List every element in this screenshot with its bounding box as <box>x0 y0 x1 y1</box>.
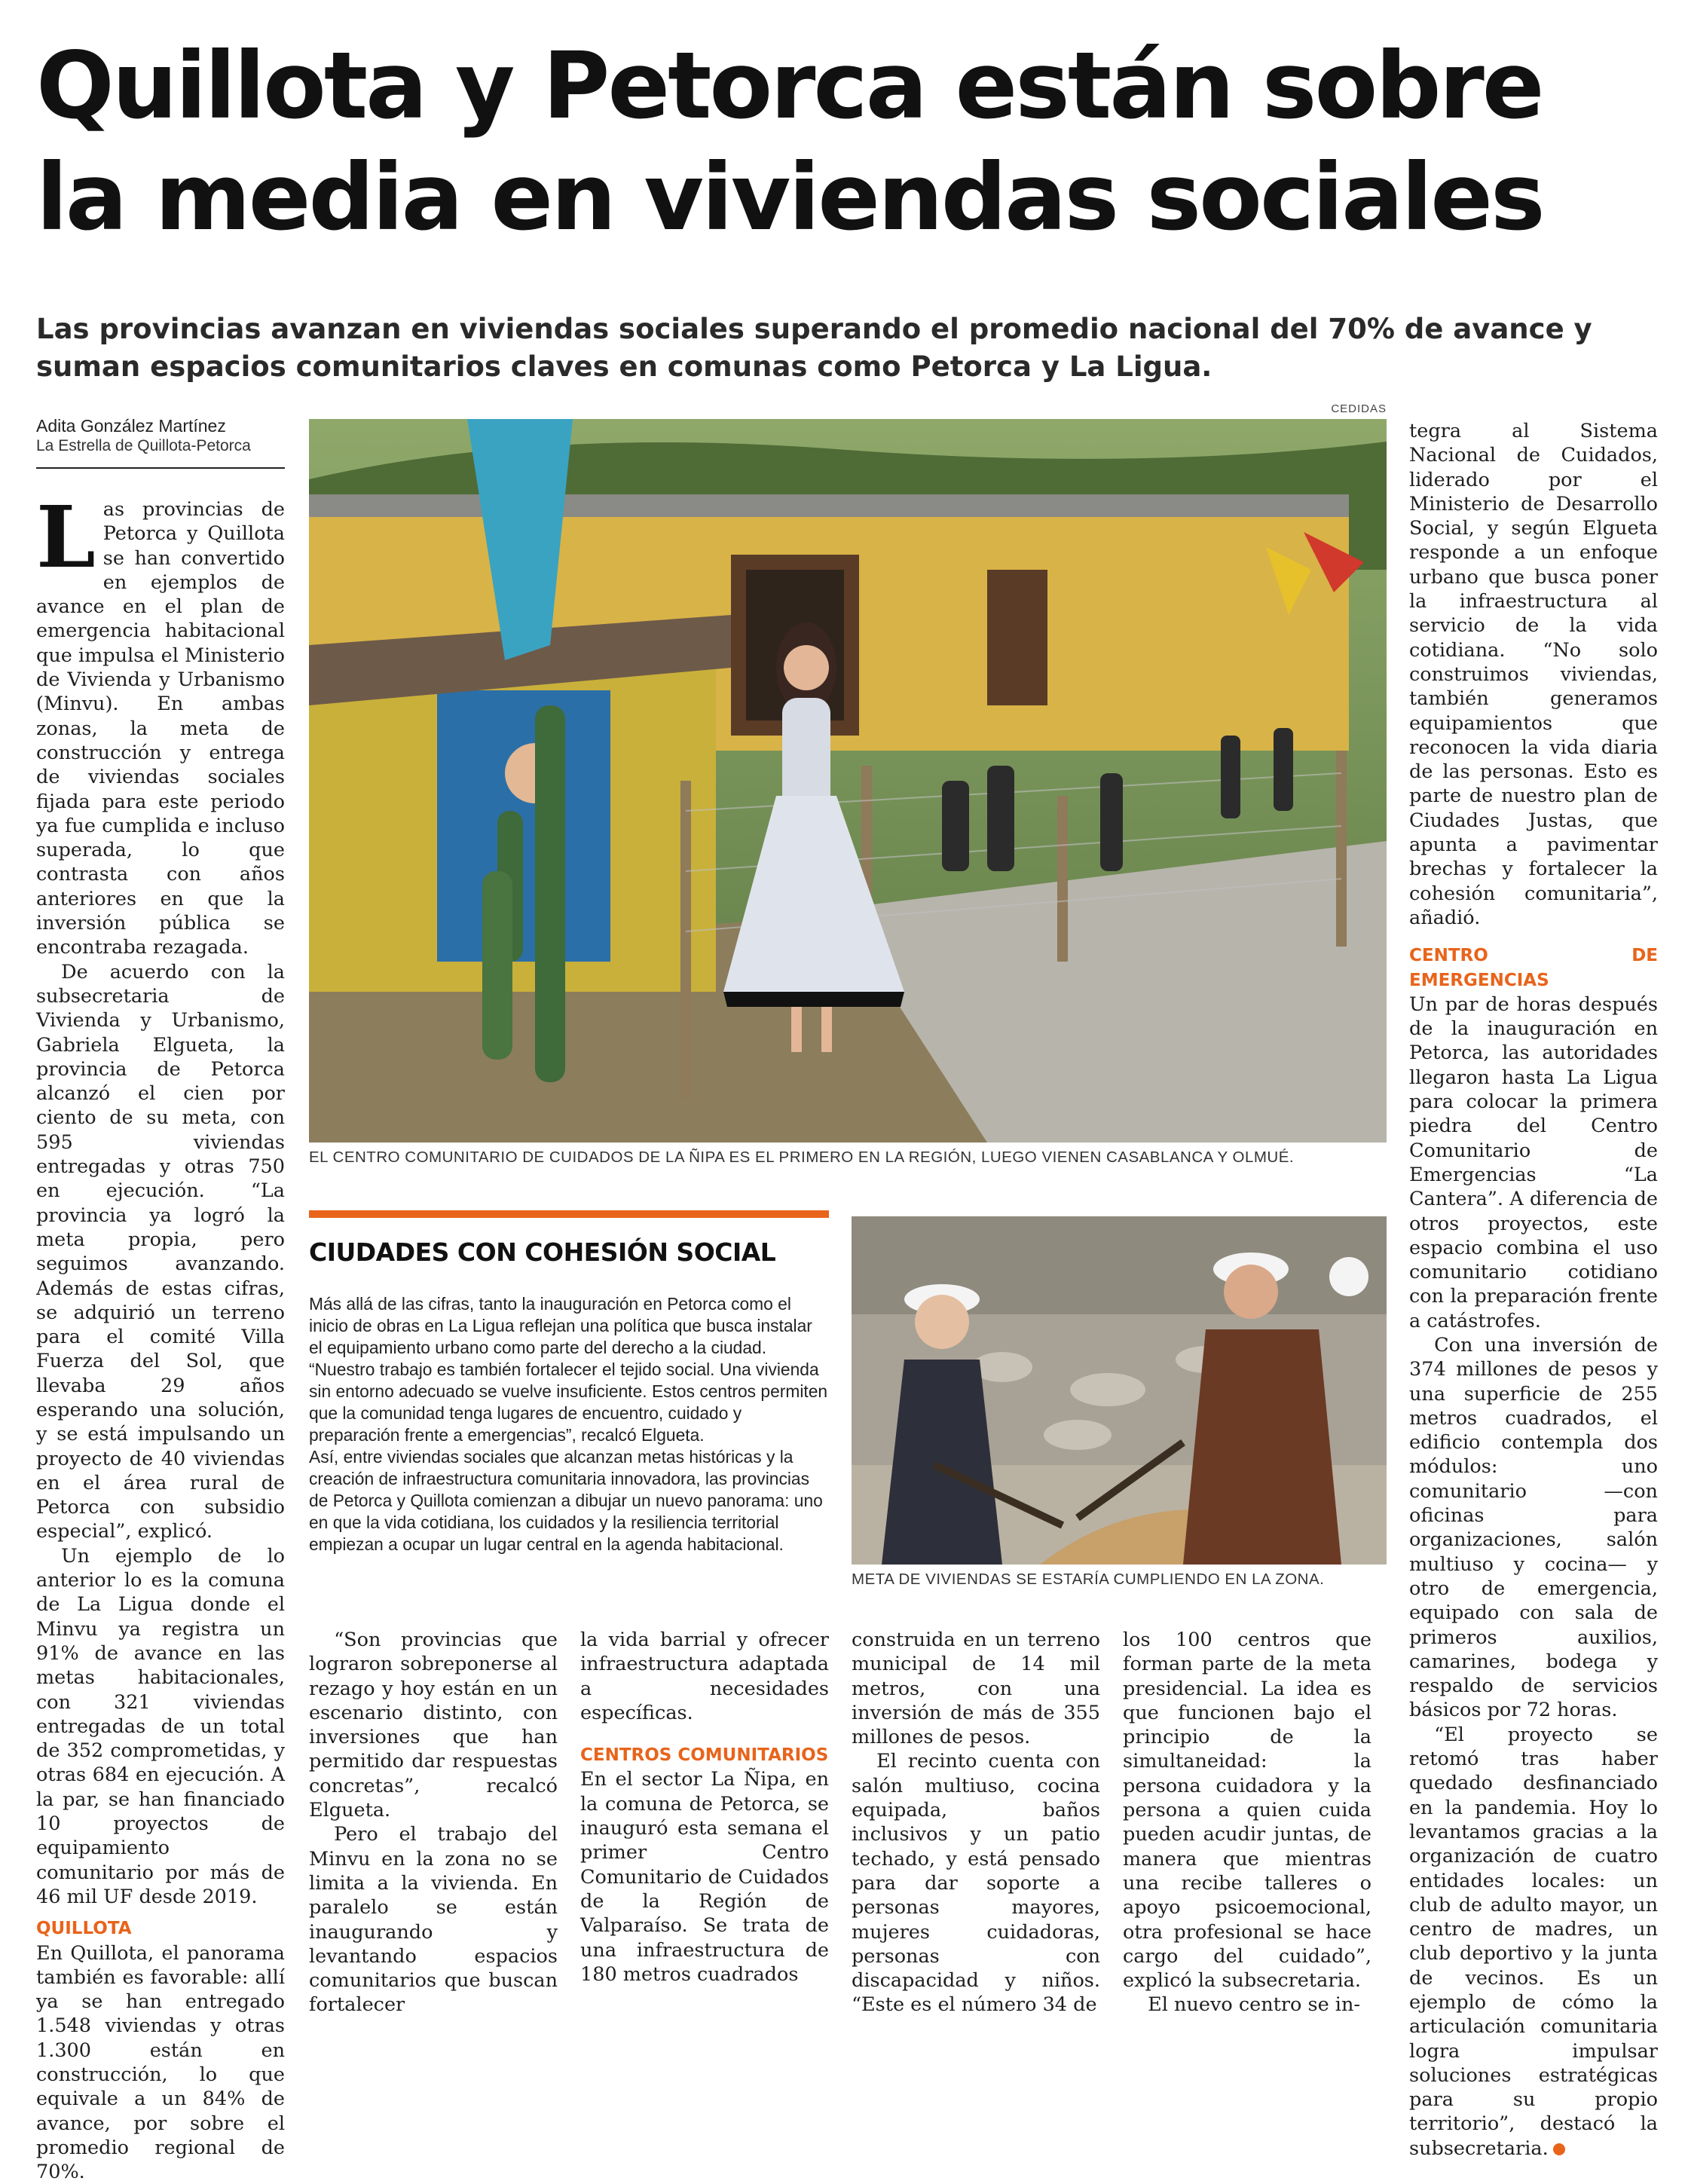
subhead-quillota: QUILLOTA <box>36 1919 132 1939</box>
subhead-centros-comunitarios: CENTROS COMUNITARIOS <box>580 1745 829 1766</box>
paragraph: Con una inversión de 374 millones de pesos y una superficie de 255 metros cuadrados, el edificio contempla dos módulos: uno comunitario —con oficinas para organizaciones, salón multiuso y cocina— y otro de emergencia, equipado con sala de primeros auxilios, camarines, bodega y respaldo de servicios básicos por 72 horas. <box>1409 1333 1658 1722</box>
paragraph: Así, entre viviendas sociales que alcanzan metas históricas y la creación de infraestructura comunitaria innovadora, las provincias de Petorca y Quillota comienzan a dibujar un nuevo panorama: uno en que la vida cotidiana, los cuidados y la resiliencia territorial empiezan a ocupar un lugar central en la agenda habitacional. <box>309 1447 823 1554</box>
paragraph: El recinto cuenta con salón multiuso, cocina equipada, baños inclusivos y un patio techado, y está pensado para dar soporte a personas mayores, mujeres cuidadoras, personas con discapacidad y niños. “Este es el número 34 de <box>852 1750 1100 2017</box>
paragraph: Pero el trabajo del Minvu en la zona no se limita a la vivienda. En paralelo se están inaugurando y levantando espacios comunitarios que buscan fortalecer <box>309 1823 558 2017</box>
box-text <box>309 1293 829 1555</box>
paragraph: Un ejemplo de lo anterior lo es la comuna de La Ligua donde el Minvu ya registra un 91% de avance en las metas habitacionales, con 321 viviendas entregadas de un total de 352 comprometidas, y otras 684 en ejecución. A la par, se han financiado 10 proyectos de equipamiento comunitario por más de 46 mil UF desde 2019. <box>36 1544 285 1908</box>
end-mark-icon <box>1553 2143 1565 2155</box>
paragraph <box>1409 1723 1658 2161</box>
subhead-centro-emergencias: CENTRO DE EMERGENCIAS <box>1409 946 1658 990</box>
paragraph: tegra al Sistema Nacional de Cuidados, liderado por el Ministerio de Desarrollo Social, y según Elgueta responde a un enfoque urbano que busca poner la infraestructura al servicio de la vida cotidiana. “No solo construimos viviendas, también generamos equipamientos que reconocen la vida diaria de las personas. Esto es parte de nuestro plan de Ciudades Justas, que apunta a pavimentar brechas y fortalecer la cohesión comunitaria”, añadió. <box>1409 420 1658 929</box>
drop-cap: L <box>36 488 96 587</box>
article-column-1 <box>36 488 285 2184</box>
secondary-photo-image <box>852 1216 1387 1565</box>
article-column-3 <box>580 1628 829 1987</box>
article-column-5 <box>1123 1628 1372 2017</box>
paragraph: De acuerdo con la subsecretaria de Vivienda y Urbanismo, Gabriela Elgueta, la provincia de Petorca alcanzó el cien por ciento de su meta, con 595 viviendas entregadas y otras 750 en ejecución. “La provincia ya logró la meta propia, pero seguimos avanzando. Además de estas cifras, se adquirió un terreno para el comité Villa Fuerza del Sol, que llevaba 29 años esperando una solución, y se está impulsando un proyecto de 40 viviendas en el área rural de Petorca con subsidio especial”, explicó. <box>36 960 285 1543</box>
byline-rule <box>36 467 285 469</box>
box-accent-bar <box>309 1210 829 1218</box>
paragraph: los 100 centros que forman parte de la meta presidencial. La idea es que funcionen bajo el principio de la simultaneidad: la persona cuidadora y la persona a quien cuida pueden acudir juntas, de manera que mientras una recibe talleres o apoyo psicoemocional, otra profesional se hace cargo del cuidado”, explicó la subsecretaria. <box>1123 1629 1372 1993</box>
paragraph: Un par de horas después de la inauguración en Petorca, las autoridades llegaron hasta La Ligua para colocar la primera piedra del Centro Comunitario de Emergencias “La Cantera”. A diferencia de otros proyectos, este espacio combina el uso comunitario cotidiano con la preparación frente a catástrofes. <box>1409 993 1658 1332</box>
main-photo <box>309 419 1387 1142</box>
photo-credit: CEDIDAS <box>1331 402 1387 415</box>
secondary-photo <box>852 1216 1387 1565</box>
deck: Las provincias avanzan en viviendas sociales superando el promedio nacional del 70% de avance y suman espacios comunitarios claves en comunas como Petorca y La Ligua. <box>36 313 1592 383</box>
paragraph: Más allá de las cifras, tanto la inauguración en Petorca como el inicio de obras en La Ligua reflejan una política que busca instalar el equipamiento urbano como parte del derecho a la ciudad. “Nuestro trabajo es también fortalecer el tejido social. Una vivienda sin entorno adecuado se vuelve insuficiente. Estos centros permiten que la comunidad tenga lugares de encuentro, cuidado y preparación frente a emergencias”, recalcó Elgueta. <box>309 1294 828 1445</box>
box-title: CIUDADES CON COHESIÓN SOCIAL <box>309 1237 776 1267</box>
main-photo-caption: EL CENTRO COMUNITARIO DE CUIDADOS DE LA ÑIPA ES EL PRIMERO EN LA REGIÓN, LUEGO VIENEN CASABLANCA Y OLMUÉ. <box>309 1149 1295 1166</box>
paragraph: “Son provincias que lograron sobreponerse al rezago y hoy están en un escenario distinto, con inversiones que han permitido dar respuestas concretas”, recalcó Elgueta. <box>309 1629 558 1822</box>
byline-org: La Estrella de Quillota-Petorca <box>36 437 251 454</box>
headline: Quillota y Petorca están sobre la media en viviendas sociales <box>36 32 1543 251</box>
paragraph-text: “El proyecto se retomó tras haber quedado desfinanciado en la pandemia. Hoy lo levantamos gracias a la organización de cuatro entidades locales: un club de adulto mayor, un centro de madres, un club deportivo y la junta de vecinos. Es un ejemplo de cómo la articulación comunitaria logra impulsar soluciones estratégicas para su propio territorio”, destacó la subsecretaria. <box>1409 1723 1658 2160</box>
paragraph: as provincias de Petorca y Quillota se han convertido en ejemplos de avance en el plan de emergencia habitacional que impulsa el Ministerio de Vivienda y Urbanismo (Minvu). En ambas zonas, la meta de construcción y entrega de viviendas sociales fijada para este periodo ya fue cumplida e incluso superada, lo que contrasta con años anteriores en que la inversión pública se encontraba rezagada. <box>36 498 285 959</box>
secondary-photo-caption: META DE VIVIENDAS SE ESTARÍA CUMPLIENDO EN LA ZONA. <box>852 1571 1325 1588</box>
article-column-4 <box>852 1628 1100 2017</box>
paragraph: construida en un terreno municipal de 14 mil metros, con una inversión de más de 355 millones de pesos. <box>852 1629 1100 1749</box>
main-photo-image <box>309 419 1387 1142</box>
byline-name: Adita González Martínez <box>36 416 226 436</box>
paragraph: la vida barrial y ofrecer infraestructura adaptada a necesidades específicas. <box>580 1629 829 1724</box>
paragraph: En Quillota, el panorama también es favorable: allí ya se han entregado 1.548 viviendas y otras 1.300 están en construcción, lo que equivale a un 84% de avance, por sobre el promedio regional de 70%. <box>36 1941 285 2184</box>
article-column-2 <box>309 1628 558 2017</box>
paragraph: El nuevo centro se in- <box>1148 1993 1360 2017</box>
article-column-6 <box>1409 419 1658 2161</box>
paragraph: En el sector La Ñipa, en la comuna de Petorca, se inauguró esta semana el primer Centro Comunitario de Cuidados de la Región de Valparaíso. Se trata de una infraestructura de 180 metros cuadrados <box>580 1768 829 1986</box>
